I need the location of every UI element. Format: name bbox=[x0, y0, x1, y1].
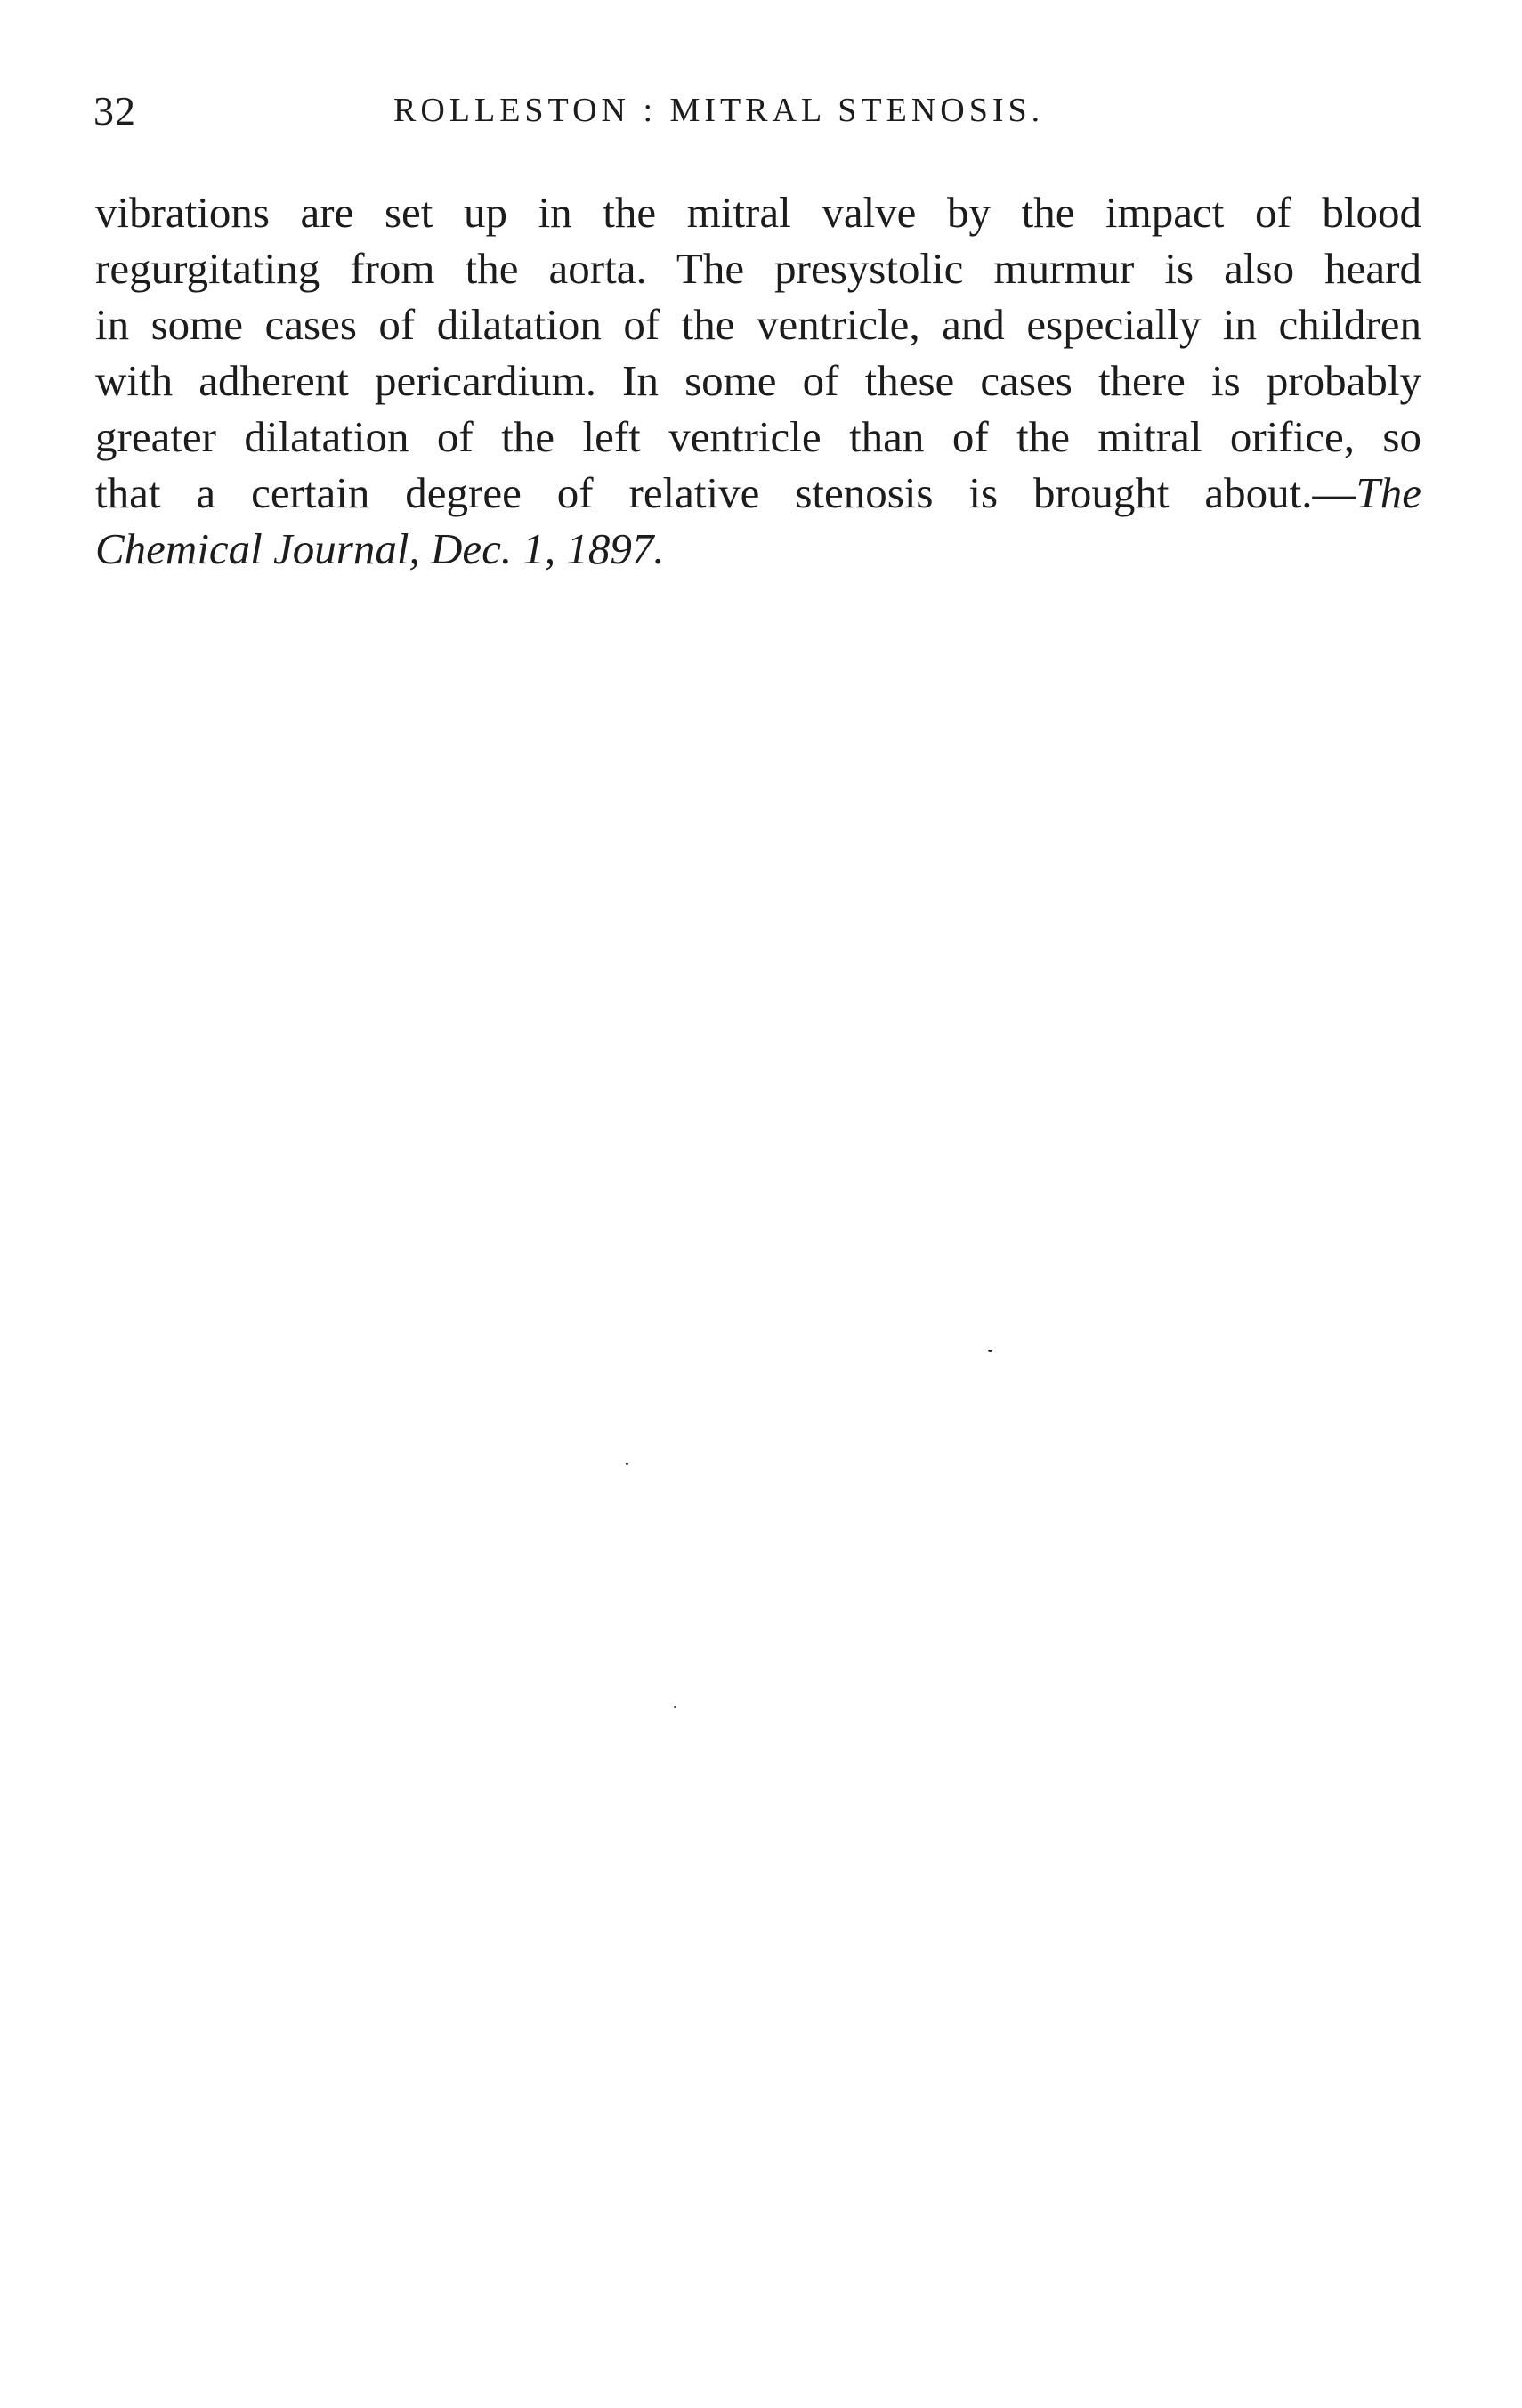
text-line: with adherent pericardium. In some of these cases there is probably bbox=[95, 356, 1421, 405]
text-line: vibrations are set up in the mitral valve by the impact of blood bbox=[95, 188, 1421, 237]
running-title: ROLLESTON : MITRAL STENOSIS. bbox=[393, 92, 1045, 129]
ink-speck bbox=[674, 1706, 676, 1708]
text-line: regurgitating from the aorta. The presystolic murmur is also heard bbox=[95, 244, 1421, 293]
running-head bbox=[93, 87, 1429, 141]
page-number: 32 bbox=[93, 88, 136, 134]
paragraph bbox=[95, 184, 1421, 577]
ink-speck bbox=[988, 1350, 992, 1352]
citation-start: The bbox=[1356, 468, 1421, 517]
text-line-with-citation bbox=[95, 465, 1421, 521]
text-line: in some cases of dilatation of the ventricle, and especially in children bbox=[95, 300, 1421, 349]
citation: Chemical Journal, Dec. 1, 1897. bbox=[95, 524, 665, 573]
text-line: greater dilatation of the left ventricle than of the mitral orifice, so bbox=[95, 412, 1421, 461]
ink-speck bbox=[626, 1463, 628, 1465]
text-line-content: that a certain degree of relative stenosis is brought about.— bbox=[95, 468, 1356, 517]
